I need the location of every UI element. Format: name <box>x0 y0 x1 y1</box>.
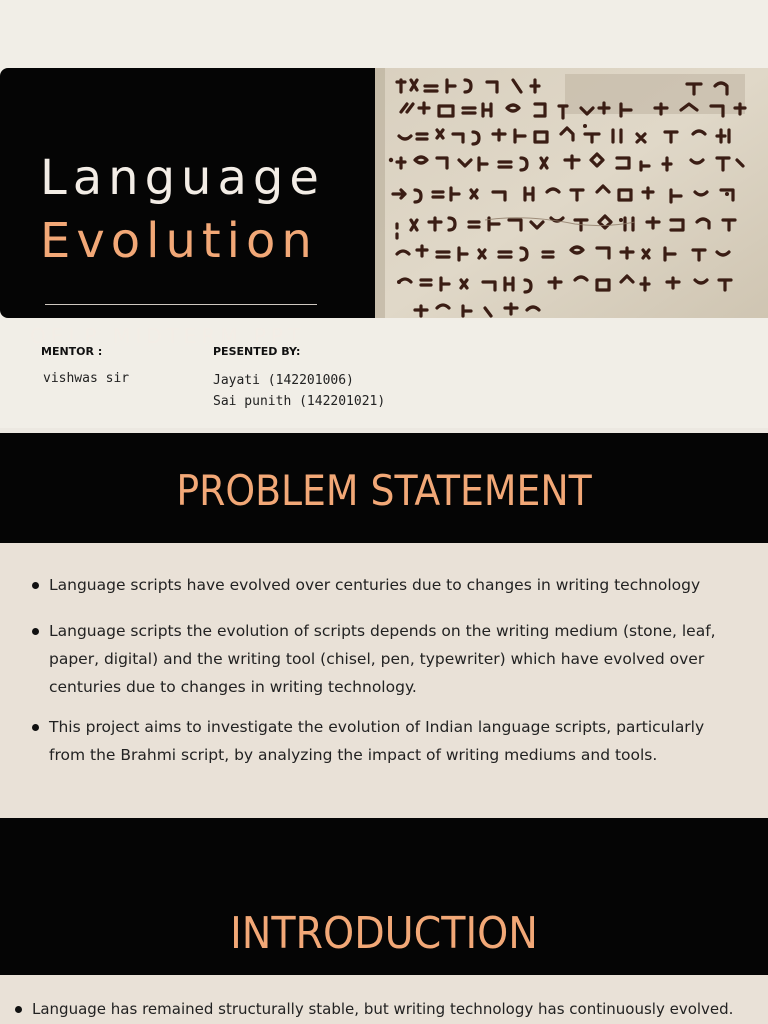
subtitle: OELP MIDTERM PPT <box>30 324 306 348</box>
list-item: Language scripts the evolution of scripts depends on the writing medium (stone, leaf, paper, digital) and the writing tool (chisel, pen, typewriter) which have evolved over centuries due to changes in writing technology. <box>32 617 739 701</box>
title-panel <box>0 68 375 348</box>
presenter-2: Sai punith (142201021) <box>213 394 386 409</box>
introduction-bullets <box>15 995 767 1023</box>
problem-bullets <box>32 571 764 769</box>
manuscript-image <box>375 68 768 318</box>
manuscript-illustration <box>375 68 768 318</box>
list-item: This project aims to investigate the evolution of Indian language scripts, particularly from the Brahmi script, by analyzing the impact of writing mediums and tools. <box>32 713 739 769</box>
introduction-heading: INTRODUCTION <box>230 908 538 959</box>
mentor-name: vishwas sir <box>43 371 130 386</box>
title-line1: Language <box>40 150 325 206</box>
problem-heading: PROBLEM STATEMENT <box>176 466 592 515</box>
title-slide <box>0 0 768 428</box>
presented-by-label: PESENTED BY: <box>213 345 301 358</box>
title-line2: Evolution <box>40 213 318 269</box>
presenter-1: Jayati (142201006) <box>213 373 354 388</box>
introduction-slide <box>0 818 768 1024</box>
title-divider <box>45 304 317 305</box>
mentor-label: MENTOR : <box>41 345 103 358</box>
list-item: Language scripts have evolved over centuries due to changes in writing technology <box>32 571 764 599</box>
problem-statement-slide <box>0 433 768 818</box>
list-item: Language has remained structurally stable, but writing technology has continuously evolved. <box>15 995 767 1023</box>
